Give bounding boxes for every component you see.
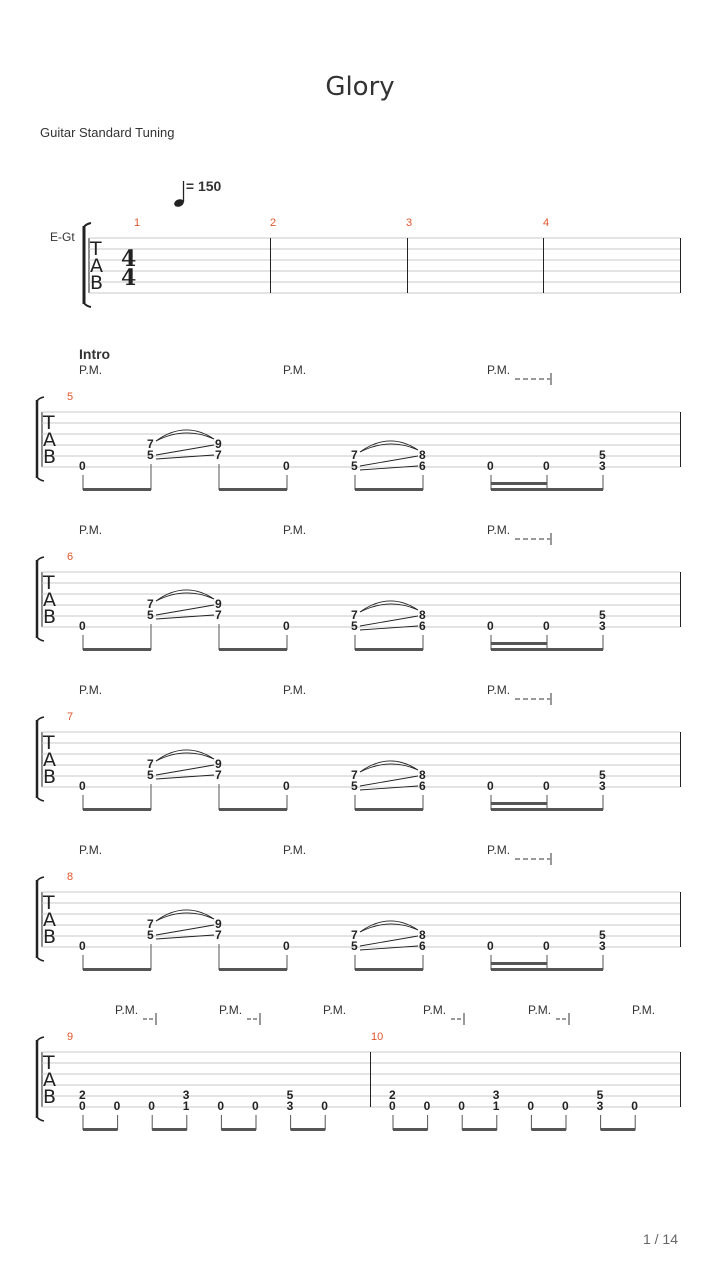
staff-system-riff — [37, 683, 681, 811]
tab-letter-t: T — [43, 572, 55, 594]
tab-letter-b: B — [43, 766, 57, 788]
bar-number: 9 — [67, 1031, 74, 1043]
fret-number: 5 — [286, 1088, 294, 1102]
time-signature-bottom: 4 — [121, 265, 137, 291]
fret-number: 5 — [596, 1088, 604, 1102]
fret-number: 9 — [215, 917, 222, 931]
tab-letter-a: A — [43, 749, 56, 771]
fret-number: 0 — [321, 1099, 328, 1113]
fret-number: 6 — [419, 779, 426, 793]
palm-mute-mark: P.M. — [487, 363, 511, 377]
fret-number: 0 — [283, 459, 290, 473]
fret-number: 8 — [419, 448, 426, 462]
quarter-note-icon — [173, 181, 185, 208]
staff-system-1 — [84, 217, 681, 307]
fret-number: 0 — [283, 939, 290, 953]
palm-mute-mark: P.M. — [528, 1003, 552, 1017]
palm-mute-mark: P.M. — [487, 843, 511, 857]
fret-number: 0 — [79, 459, 86, 473]
fret-number: 5 — [599, 448, 606, 462]
fret-number: 2 — [79, 1088, 86, 1102]
fret-number: 0 — [543, 619, 550, 633]
fret-number: 9 — [215, 597, 222, 611]
fret-number: 5 — [599, 928, 606, 942]
tab-letter-t: T — [43, 892, 55, 914]
fret-number: 1 — [182, 1099, 190, 1113]
fret-number: 0 — [543, 459, 550, 473]
staff-system-riff — [37, 523, 681, 651]
bar-number: 1 — [134, 217, 141, 229]
fret-number: 0 — [252, 1099, 259, 1113]
palm-mute-mark: P.M. — [283, 683, 307, 697]
fret-number: 0 — [79, 619, 86, 633]
tab-letter-b: B — [90, 272, 104, 294]
fret-number: 6 — [419, 939, 426, 953]
time-signature-top: 4 — [121, 246, 137, 272]
tab-letter-a: A — [43, 429, 56, 451]
fret-number: 0 — [543, 779, 550, 793]
fret-number: 0 — [148, 1099, 155, 1113]
fret-number: 0 — [527, 1099, 535, 1113]
fret-number: 5 — [147, 928, 154, 942]
tab-letter-a: A — [43, 909, 56, 931]
section-label: Intro — [79, 346, 111, 362]
fret-number: 6 — [419, 619, 426, 633]
fret-number: 3 — [599, 459, 606, 473]
bar-number: 8 — [67, 871, 74, 883]
fret-number: 3 — [492, 1088, 500, 1102]
fret-number: 1 — [492, 1099, 500, 1113]
fret-number: 7 — [351, 768, 358, 782]
palm-mute-mark: P.M. — [487, 683, 511, 697]
fret-number: 0 — [79, 1099, 86, 1113]
instrument-label: E-Gt — [50, 230, 75, 244]
fret-number: 0 — [283, 619, 290, 633]
fret-number: 0 — [487, 779, 494, 793]
page-number: 1 / 14 — [642, 1231, 678, 1247]
fret-number: 7 — [215, 608, 222, 622]
bar-number: 3 — [406, 217, 413, 229]
palm-mute-mark: P.M. — [323, 1003, 347, 1017]
bar-number: 6 — [67, 551, 74, 563]
tab-letter-b: B — [43, 1086, 57, 1108]
bar-number: 7 — [67, 711, 74, 723]
tempo-value: = 150 — [185, 178, 222, 194]
bar-number: 2 — [270, 217, 277, 229]
fret-number: 5 — [351, 619, 358, 633]
fret-number: 0 — [458, 1099, 465, 1113]
tuning-label: Guitar Standard Tuning — [40, 125, 175, 140]
palm-mute-mark: P.M. — [219, 1003, 243, 1017]
fret-number: 8 — [419, 928, 426, 942]
fret-number: 0 — [79, 779, 86, 793]
fret-number: 7 — [147, 917, 154, 931]
bar-number: 5 — [67, 391, 74, 403]
tab-letter-a: A — [43, 589, 56, 611]
fret-number: 0 — [79, 939, 86, 953]
fret-number: 3 — [596, 1099, 604, 1113]
tab-letter-b: B — [43, 446, 57, 468]
tab-letter-b: B — [43, 926, 57, 948]
fret-number: 5 — [147, 768, 154, 782]
palm-mute-mark: P.M. — [79, 523, 103, 537]
fret-number: 7 — [215, 768, 222, 782]
song-title: Glory — [325, 72, 395, 102]
fret-number: 0 — [113, 1099, 121, 1113]
fret-number: 7 — [215, 928, 222, 942]
palm-mute-mark: P.M. — [283, 363, 307, 377]
palm-mute-mark: P.M. — [79, 843, 103, 857]
fret-number: 9 — [215, 437, 222, 451]
fret-number: 5 — [351, 459, 358, 473]
fret-number: 5 — [599, 768, 606, 782]
fret-number: 9 — [215, 757, 222, 771]
tab-letter-a: A — [43, 1069, 56, 1091]
fret-number: 7 — [147, 757, 154, 771]
fret-number: 7 — [351, 448, 358, 462]
fret-number: 3 — [599, 779, 606, 793]
fret-number: 5 — [351, 779, 358, 793]
tab-letter-t: T — [43, 1052, 55, 1074]
fret-number: 7 — [147, 437, 154, 451]
palm-mute-mark: P.M. — [115, 1003, 139, 1017]
tab-letter-t: T — [90, 238, 102, 260]
palm-mute-mark: P.M. — [423, 1003, 447, 1017]
fret-number: 7 — [215, 448, 222, 462]
staff-system-riff — [37, 363, 681, 491]
fret-number: 3 — [286, 1099, 294, 1113]
palm-mute-mark: P.M. — [79, 683, 103, 697]
fret-number: 0 — [389, 1099, 396, 1113]
fret-number: 0 — [543, 939, 550, 953]
fret-number: 0 — [631, 1099, 638, 1113]
fret-number: 3 — [599, 619, 606, 633]
staff-system-6 — [37, 1003, 681, 1131]
staff-system-riff — [37, 843, 681, 971]
fret-number: 0 — [487, 939, 494, 953]
fret-number: 5 — [147, 448, 154, 462]
fret-number: 0 — [487, 619, 494, 633]
fret-number: 8 — [419, 768, 426, 782]
fret-number: 7 — [147, 597, 154, 611]
fret-number: 0 — [487, 459, 494, 473]
fret-number: 0 — [562, 1099, 569, 1113]
fret-number: 5 — [351, 939, 358, 953]
palm-mute-mark: P.M. — [632, 1003, 656, 1017]
fret-number: 0 — [283, 779, 290, 793]
fret-number: 7 — [351, 608, 358, 622]
fret-number: 3 — [599, 939, 606, 953]
tab-letter-a: A — [90, 255, 103, 277]
fret-number: 2 — [389, 1088, 396, 1102]
tab-letter-b: B — [43, 606, 57, 628]
tab-letter-t: T — [43, 732, 55, 754]
tab-letter-t: T — [43, 412, 55, 434]
fret-number: 0 — [423, 1099, 431, 1113]
bar-number: 10 — [371, 1031, 384, 1043]
fret-number: 3 — [182, 1088, 190, 1102]
fret-number: 6 — [419, 459, 426, 473]
palm-mute-mark: P.M. — [283, 523, 307, 537]
fret-number: 5 — [147, 608, 154, 622]
palm-mute-mark: P.M. — [79, 363, 103, 377]
bar-number: 4 — [543, 217, 550, 229]
palm-mute-mark: P.M. — [487, 523, 511, 537]
fret-number: 7 — [351, 928, 358, 942]
fret-number: 8 — [419, 608, 426, 622]
fret-number: 5 — [599, 608, 606, 622]
palm-mute-mark: P.M. — [283, 843, 307, 857]
fret-number: 0 — [217, 1099, 225, 1113]
